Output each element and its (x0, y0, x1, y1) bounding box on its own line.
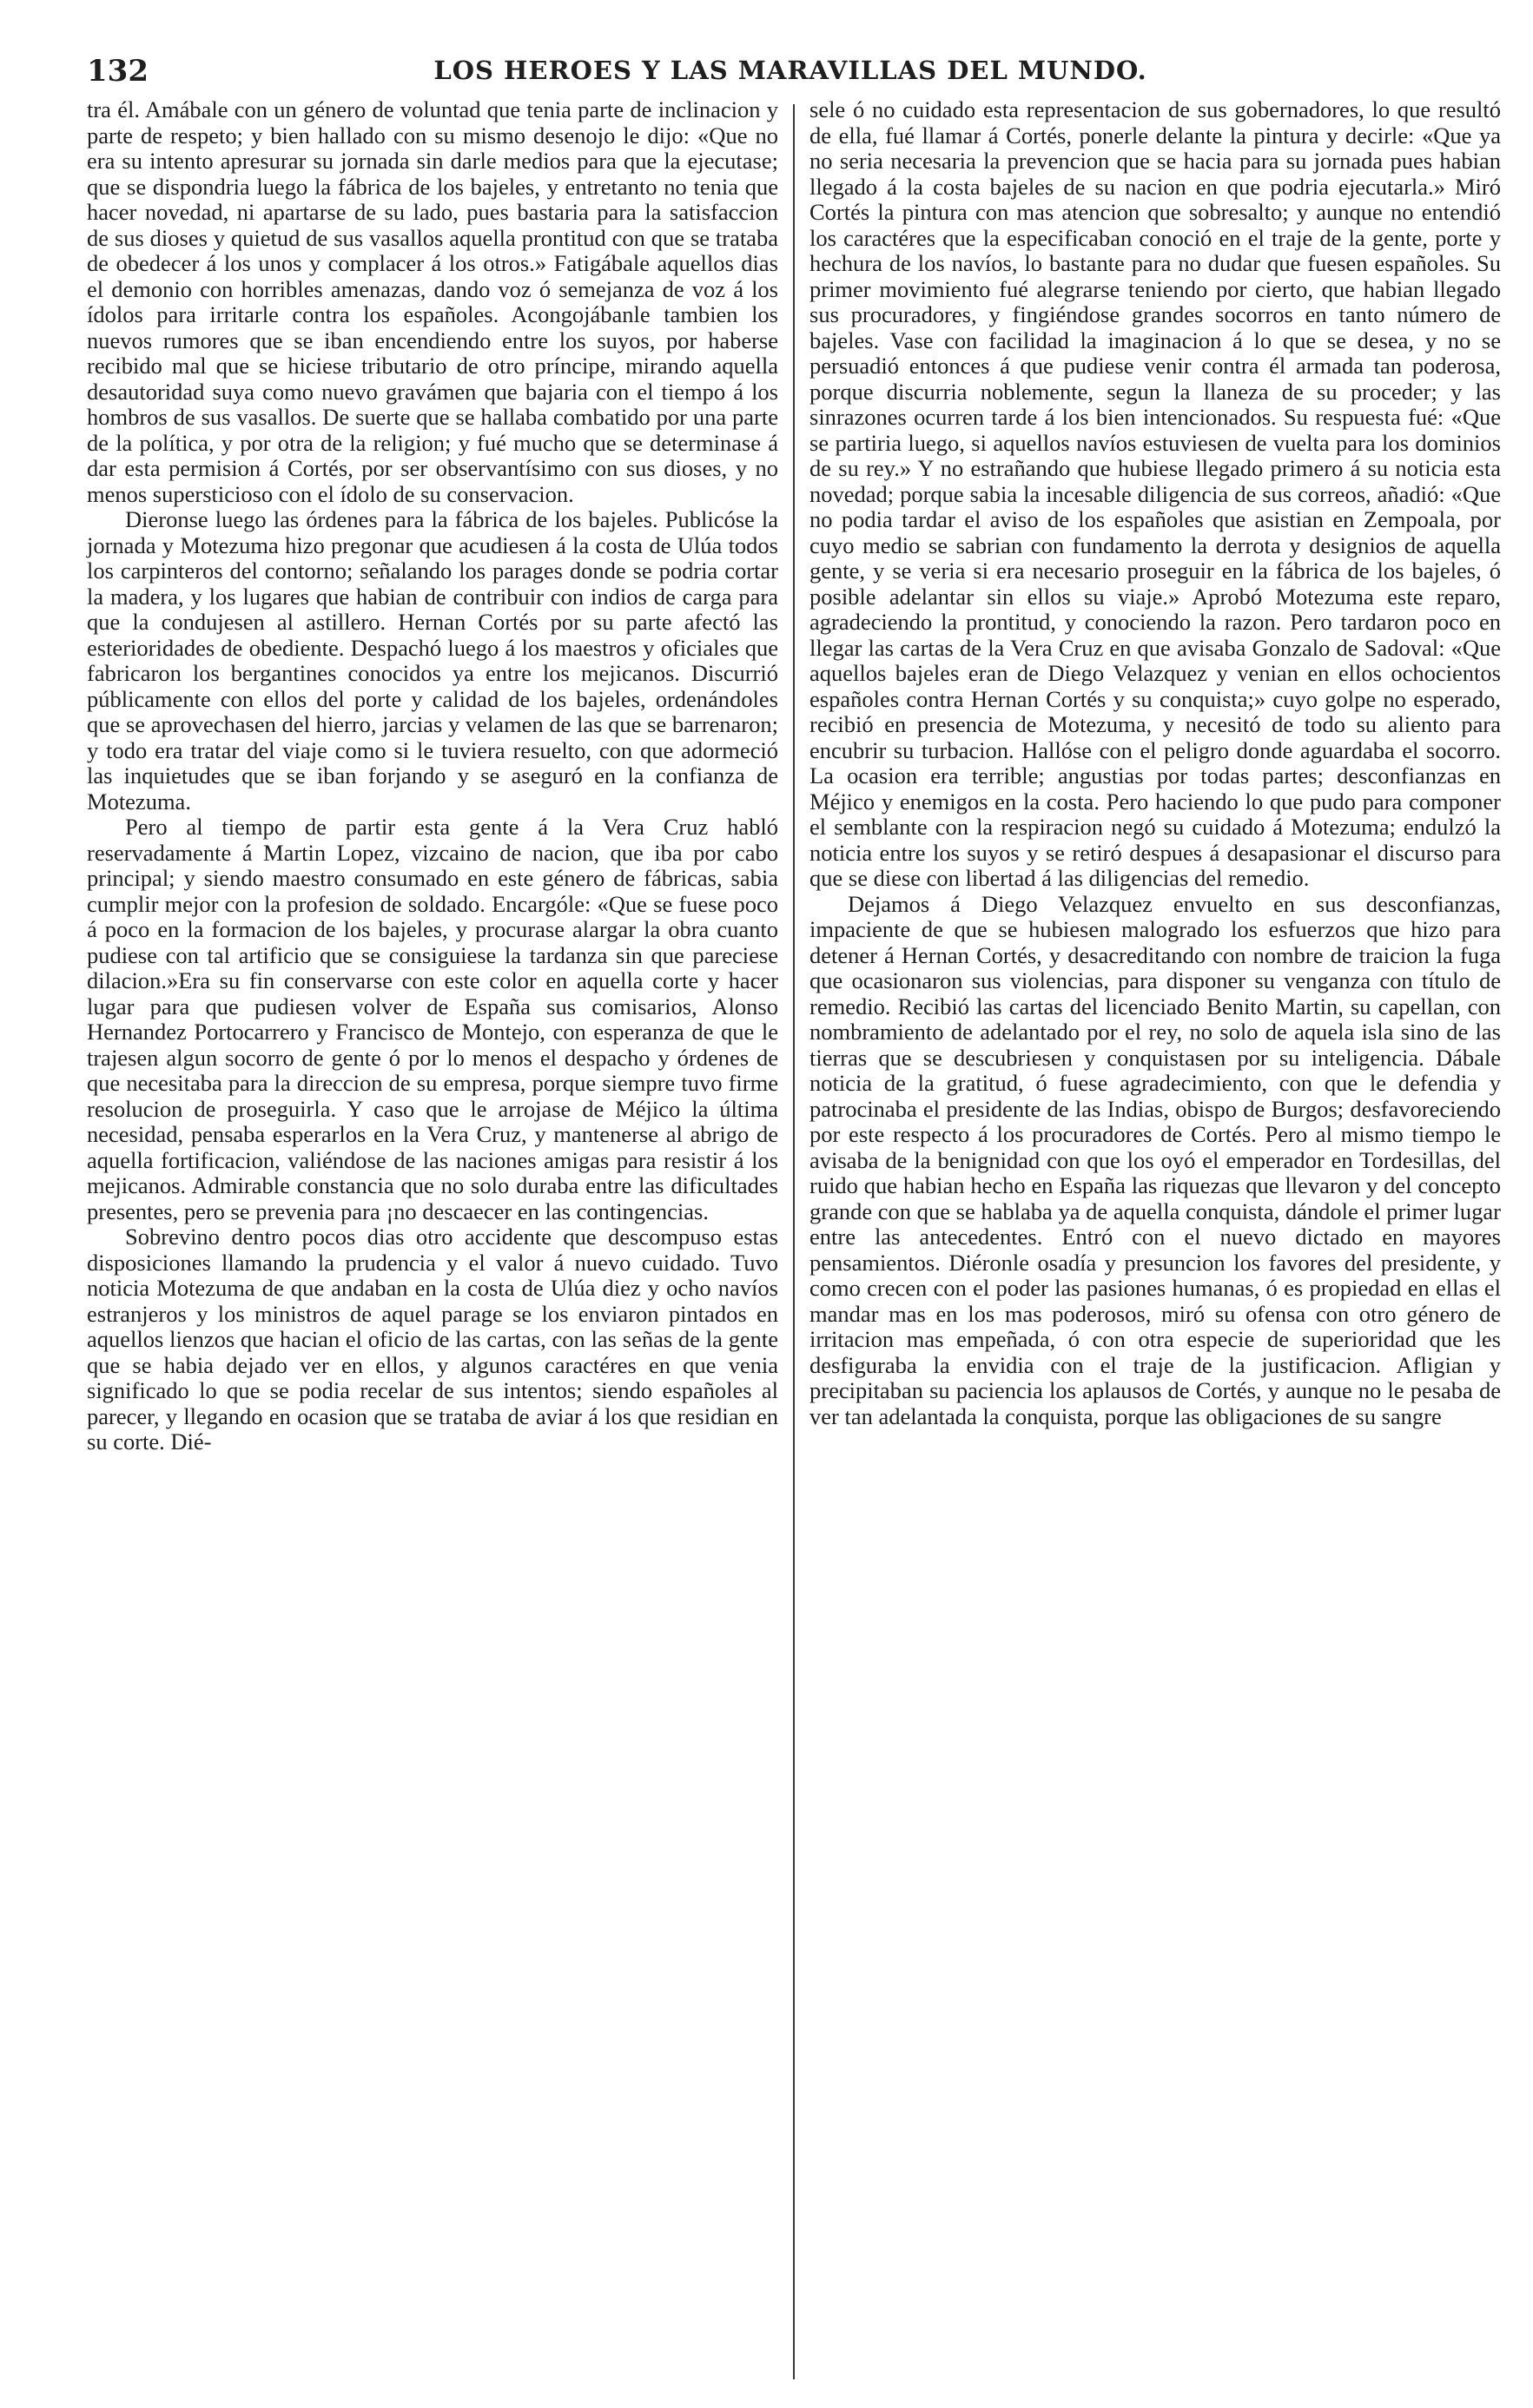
left-column (87, 97, 778, 1455)
paragraph: sele ó no cuidado esta representacion de sus gobernadores, lo que resultó de ella, fué llamar á Cortés, ponerle delante la pintura y decirle: «Que ya no seria necesaria la prevencion que se hacia para su jornada pues habian llegado á la costa bajeles de su nacion en que podria ejecutarla.» Miró Cortés la pintura con mas atencion que sobresalto; y aunque no entendió los caractéres que la especificaban conoció en el traje de la gente, porte y hechura de los navíos, lo bastante para no dudar que fuesen españoles. Su primer movimiento fué alegrarse teniendo por cierto, que habian llegado sus procuradores, y fingiéndose grandes socorros en tanto número de bajeles. Vase con facilidad la imaginacion á lo que se desea, y no se persuadió entonces á que pudiese venir contra él armada tan poderosa, porque discurria noblemente, segun la llaneza de su proceder; y las sinrazones ocurren tarde á los bien intencionados. Su respuesta fué: «Que se partiria luego, si aquellos navíos estuviesen de vuelta para los dominios de su rey.» Y no estrañando que hubiese llegado primero á su noticia esta novedad; porque sabia la incesable diligencia de sus correos, añadió: «Que no podia tardar el aviso de los españoles que asistian en Zempoala, por cuyo medio se sabrian con fundamento la derrota y designios de aquella gente, y se veria si era necesario proseguir en la fábrica de los bajeles, ó posible adelantar sin ellos su viaje.» Aprobó Motezuma este reparo, agradeciendo la prontitud, y conociendo la razon. Pero tardaron poco en llegar las cartas de la Vera Cruz en que avisaba Gonzalo de Sadoval: «Que aquellos bajeles eran de Diego Velazquez y venian en ellos ochocientos españoles contra Hernan Cortés y su conquista;» cuyo golpe no esperado, recibió en presencia de Motezuma, y necesitó de todo su aliento para encubrir su turbacion. Hallóse con el peligro donde aguardaba el socorro. La ocasion era terrible; angustias por todas partes; desconfianzas en Méjico y enemigos en la costa. Pero haciendo lo que pudo para componer el semblante con la respiracion negó su cuidado á Motezuma; endulzó la noticia entre los suyos y se retiró despues á desapasionar el discurso para que se diese con libertad á las diligencias del remedio. (809, 96, 1501, 891)
page-number: 132 (87, 54, 149, 89)
page-header (87, 54, 1494, 96)
running-title: LOS HEROES Y LAS MARAVILLAS DEL MUNDO. (433, 56, 1147, 85)
paragraph: Sobrevino dentro pocos dias otro accidente que descompuso estas disposiciones llamando la prudencia y el valor á nuevo cuidado. Tuvo noticia Motezuma de que andaban en la costa de Ulúa diez y ocho navíos estranjeros y los ministros de aquel parage se los enviaron pintados en aquellos lienzos que hacian el oficio de las cartas, con las señas de la gente que se habia dejado ver en ellos, y algunos caractéres en que venia significado lo que se podia recelar de sus intentos; siendo españoles al parecer, y llegando en ocasion que se trataba de aviar á los que residian en su corte. Dié- (87, 1224, 778, 1455)
paragraph: Dieronse luego las órdenes para la fábrica de los bajeles. Publicóse la jornada y Motezuma hizo pregonar que acudiesen á la costa de Ulúa todos los carpinteros del contorno; señalando los parages donde se podria cortar la madera, y los lugares que habian de contribuir con indios de carga para que la condujesen al astillero. Hernan Cortés por su parte afectó las esterioridades de obediente. Despachó luego á los maestros y oficiales que fabricaron los bergantines conocidos ya entre los mejicanos. Discurrió públicamente con ellos del porte y calidad de los bajeles, ordenándoles que se aprovechasen del hierro, jarcias y velamen de las que se barrenaron; y todo era tratar del viaje como si le tuviera resuelto, con que adormeció las inquietudes que se iban forjando y se aseguró en la confianza de Motezuma. (87, 506, 778, 815)
paragraph: tra él. Amábale con un género de voluntad que tenia parte de inclinacion y parte de respeto; y bien hallado con su mismo desenojo le dijo: «Que no era su intento apresurar su jornada sin darle medios para que la ejecutase; que se dispondria luego la fábrica de los bajeles, y entretanto no tenia que hacer novedad, ni apartarse de su lado, pues bastaria para la satisfaccion de sus dioses y quietud de sus vasallos aquella prontitud con que se trataba de obedecer á los unos y complacer á los otros.» Fatigábale aquellos dias el demonio con horribles amenazas, dando voz ó semejanza de voz á los ídolos para irritarle contra los españoles. Acongojábanle tambien los nuevos rumores que se iban encendiendo entre los suyos, por haberse recibido mal que se hiciese tributario de otro príncipe, mirando aquella desautoridad suya como nuevo gravámen que bajaria con el tiempo á los hombros de sus vasallos. De suerte que se hallaba combatido por una parte de la política, y por otra de la religion; y fué mucho que se determinase á dar esta permision á Cortés, por ser observantísimo con sus dioses, y no menos supersticioso con el ídolo de su conservacion. (87, 96, 778, 507)
paragraph: Dejamos á Diego Velazquez envuelto en sus desconfianzas, impaciente de que se hubiesen malogrado los esfuerzos que hizo para detener á Hernan Cortés, y desacreditando con nombre de traicion la fuga que ocasionaron sus violencias, para disponer su venganza con título de remedio. Recibió las cartas del licenciado Benito Martin, su capellan, con nombramiento de adelantado por el rey, no solo de aquela isla sino de las tierras que se descubriesen y conquistasen por su inteligencia. Dábale noticia de la gratitud, ó fuese agradecimiento, con que le defendia y patrocinaba el presidente de las Indias, obispo de Burgos; desfavoreciendo por este respecto á los procuradores de Cortés. Pero al mismo tiempo le avisaba de la benignidad con que los oyó el emperador en Tordesillas, del ruido que habian hecho en España las riquezas que llevaron y del concepto grande con que se hablaba ya de aquella conquista, dándole el primer lugar entre las antecedentes. Entró con el nuevo dictado en mayores pensamientos. Diéronle osadía y presuncion los favores del presidente, y como crecen con el poder las pasiones humanas, ó es propiedad en ellas el mandar mas en los mas poderosos, miró su ofensa con otro género de irritacion mas empeñada, ó con otra especie de superioridad que les desfiguraba la envidia con el traje de la justificacion. Afligian y precipitaban su paciencia los aplausos de Cortés, y aunque no le pesaba de ver tan adelantada la conquista, porque las obligaciones de su sangre (809, 890, 1501, 1429)
right-column (809, 97, 1501, 1429)
paragraph: Pero al tiempo de partir esta gente á la Vera Cruz habló reservadamente á Martin Lopez, vizcaino de nacion, que iba por cabo principal; y siendo maestro consumado en este género de fábricas, sabia cumplir mejor con la profesion de soldado. Encargóle: «Que se fuese poco á poco en la formacion de los bajeles, y procurase alargar la obra cuanto pudiese con tal artificio que se consiguiese la tardanza sin que pareciese dilacion.»Era su fin conservarse con este color en aquella corte y hacer lugar para que pudiesen volver de España sus comisarios, Alonso Hernandez Portocarrero y Francisco de Montejo, con esperanza de que le trajesen algun socorro de gente ó por lo menos el despacho y órdenes de que necesitaba para la direccion de su empresa, porque siempre tuvo firme resolucion de proseguirla. Y caso que le arrojase de Méjico la última necesidad, pensaba esperarlos en la Vera Cruz, y mantenerse al abrigo de aquella fortificacion, valiéndose de las naciones amigas para resistir á los mejicanos. Admirable constancia que no solo duraba entre las dificultades presentes, pero se prevenia para ¡no descaecer en las contingencias. (87, 814, 778, 1224)
column-divider (793, 104, 795, 2379)
